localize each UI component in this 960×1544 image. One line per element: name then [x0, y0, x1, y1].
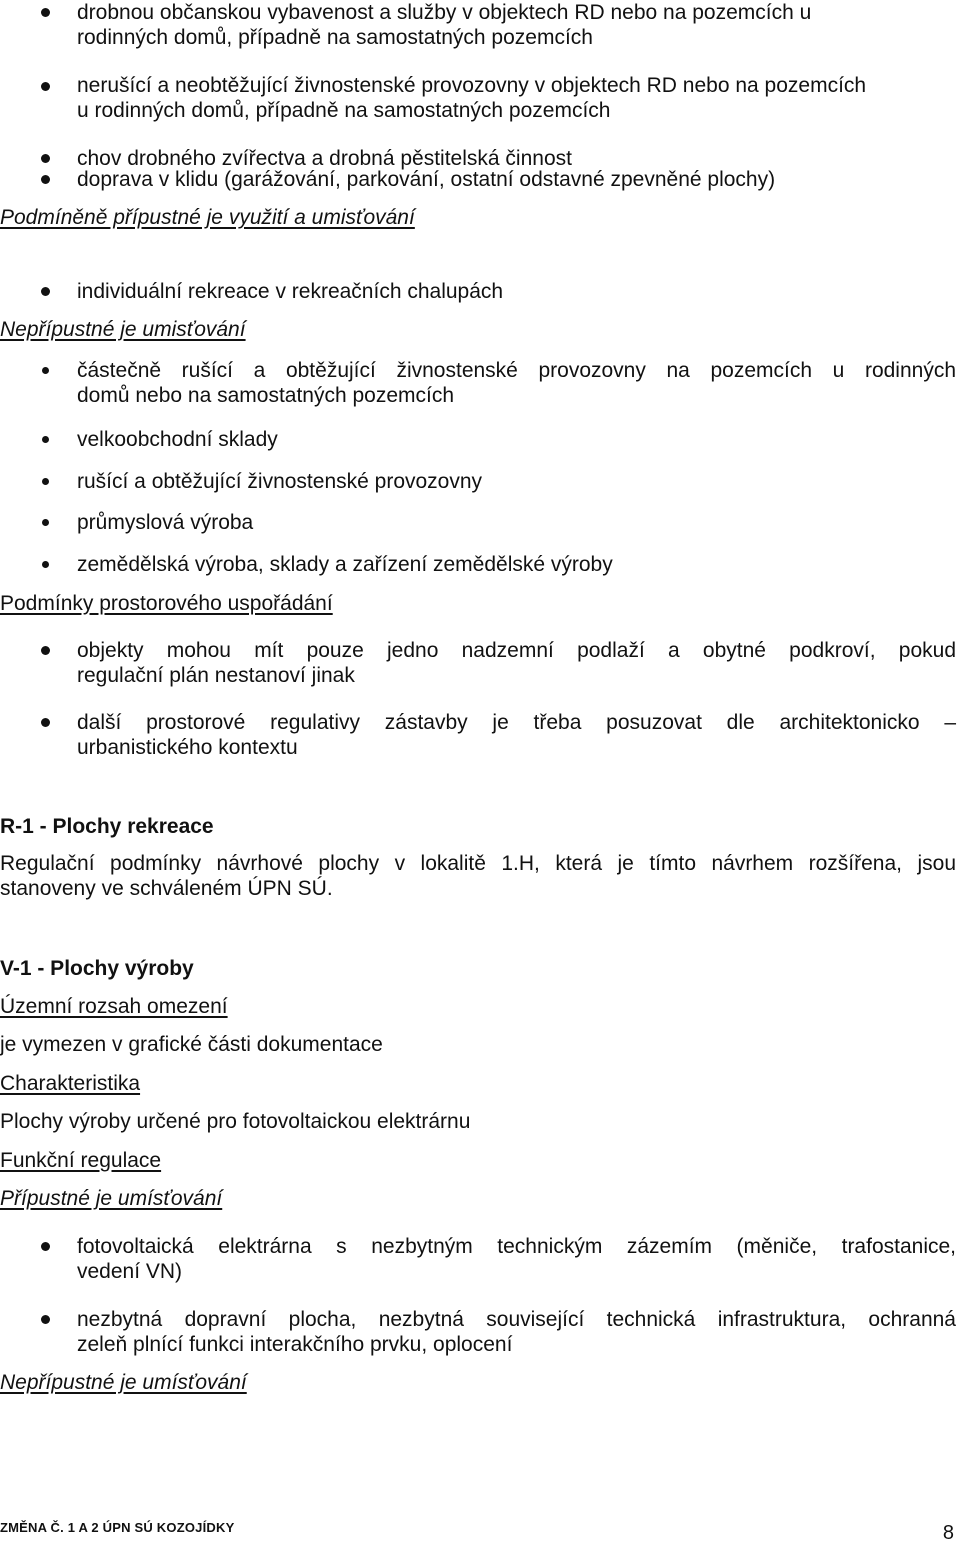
list-item-line: fotovoltaická elektrárna s nezbytným technickým zázemím (měniče, trafostanice,: [77, 1235, 956, 1258]
list-item-line: zemědělská výroba, sklady a zařízení zemědělské výroby: [77, 553, 613, 576]
footer-doc-title: ZMĚNA Č. 1 A 2 ÚPN SÚ KOZOJÍDKY: [0, 1520, 235, 1535]
forbidden-heading: Nepřípustné je umísťování: [0, 1371, 247, 1394]
list-item-line: průmyslová výroba: [77, 511, 254, 534]
list-item-line: drobnou občanskou vybavenost a služby v objektech RD nebo na pozemcích u: [77, 1, 812, 24]
list-item-line: regulační plán nestanoví jinak: [77, 664, 355, 687]
list-item-line: u rodinných domů, případně na samostatných pozemcích: [77, 99, 611, 122]
paragraph-line: Regulační podmínky návrhové plochy v lokalitě 1.H, která je tímto návrhem rozšířena, jsou: [0, 852, 956, 875]
character-heading: Charakteristika: [0, 1072, 141, 1095]
page-number: 8: [942, 1522, 954, 1544]
bullet-icon: [41, 718, 50, 727]
list-item-line: rušící a obtěžující živnostenské provozovny: [77, 470, 483, 493]
list-item-line: urbanistického kontextu: [77, 736, 298, 759]
bullet-icon: [42, 436, 49, 443]
list-item-line: velkoobchodní sklady: [77, 428, 278, 451]
list-item: [77, 638, 956, 688]
list-item: [77, 358, 956, 408]
list-item-line: rodinných domů, případně na samostatných pozemcích: [77, 26, 593, 49]
bullet-icon: [41, 82, 50, 91]
list-item: [77, 552, 956, 577]
list-item: [77, 167, 956, 192]
section-title-r1: R-1 - Plochy rekreace: [0, 815, 214, 838]
character-text: Plochy výroby určené pro fotovoltaickou elektrárnu: [0, 1110, 471, 1133]
section-title-v1: V-1 - Plochy výroby: [0, 957, 194, 980]
list-item-line: objekty mohou mít pouze jedno nadzemní podlaží a obytné podkroví, pokud: [77, 639, 956, 662]
function-heading: Funkční regulace: [0, 1149, 162, 1172]
list-item: [77, 427, 956, 452]
bullet-icon: [42, 561, 49, 568]
bullet-icon: [41, 175, 50, 184]
list-item-line: zeleň plnící funkci interakčního prvku, oplocení: [77, 1333, 513, 1356]
list-item-line: doprava v klidu (garážování, parkování, ostatní odstavné zpevněné plochy): [77, 168, 776, 191]
extent-text: je vymezen v grafické části dokumentace: [0, 1033, 383, 1056]
bullet-icon: [41, 646, 50, 655]
bullet-icon: [41, 8, 50, 17]
bullet-icon: [41, 287, 50, 296]
conditional-heading: Podmíněně přípustné je využití a umisťování: [0, 206, 415, 229]
list-item-line: nerušící a neobtěžující živnostenské provozovny v objektech RD nebo na pozemcích: [77, 74, 867, 97]
list-item: [77, 73, 956, 123]
paragraph-line: stanoveny ve schváleném ÚPN SÚ.: [0, 877, 333, 900]
bullet-icon: [42, 478, 49, 485]
paragraph: [0, 851, 956, 901]
bullet-icon: [41, 154, 50, 163]
allowed-heading: Přípustné je umísťování: [0, 1187, 223, 1210]
bullet-icon: [42, 519, 49, 526]
list-item-line: další prostorové regulativy zástavby je třeba posuzovat dle architektonicko –: [77, 711, 956, 734]
list-item-line: nezbytná dopravní plocha, nezbytná související technická infrastruktura, ochranná: [77, 1308, 956, 1331]
list-item: [77, 279, 956, 304]
list-item: [77, 0, 956, 50]
bullet-icon: [41, 1315, 50, 1324]
list-item: [77, 1234, 956, 1284]
bullet-icon: [41, 1242, 50, 1251]
list-item-line: vedení VN): [77, 1260, 183, 1283]
bullet-icon: [42, 367, 49, 374]
list-item: [77, 1307, 956, 1357]
list-item: [77, 469, 956, 494]
list-item: [77, 710, 956, 760]
forbidden-heading: Nepřípustné je umisťování: [0, 318, 246, 341]
spatial-heading: Podmínky prostorového uspořádání: [0, 592, 333, 615]
list-item-line: individuální rekreace v rekreačních chalupách: [77, 280, 504, 303]
extent-heading: Územní rozsah omezení: [0, 995, 228, 1018]
list-item-line: domů nebo na samostatných pozemcích: [77, 384, 455, 407]
list-item: [77, 510, 956, 535]
list-item-line: chov drobného zvířectva a drobná pěstitelská činnost: [77, 147, 572, 170]
list-item-line: částečně rušící a obtěžující živnostenské provozovny na pozemcích u rodinných: [77, 359, 956, 382]
